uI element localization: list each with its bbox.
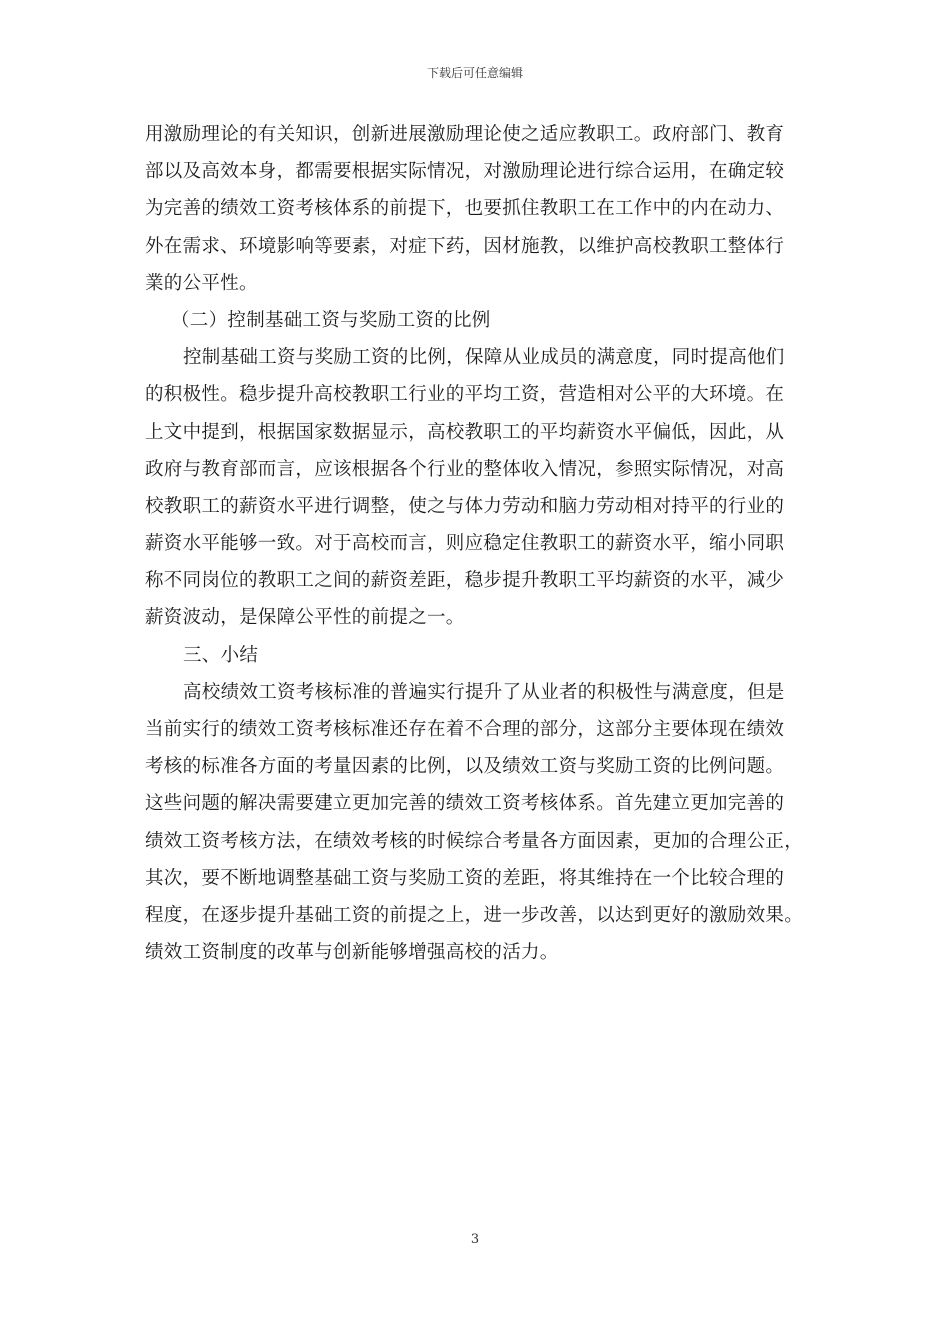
body-line: 程度，在逐步提升基础工资的前提之上，进一步改善，以达到更好的激励效果。 [145, 904, 804, 926]
body-line: 绩效工资考核方法，在绩效考核的时候综合考量各方面因素，更加的合理公正， [145, 830, 804, 852]
section-heading: 三、小结 [183, 644, 259, 666]
body-line: 的积极性。稳步提升高校教职工行业的平均工资，营造相对公平的大环境。在 [145, 384, 785, 406]
body-line: 考核的标准各方面的考量因素的比例，以及绩效工资与奖励工资的比例问题。 [145, 756, 785, 778]
page-header: 下载后可任意编辑 [426, 66, 523, 80]
body-line: 为完善的绩效工资考核体系的前提下，也要抓住教职工在工作中的内在动力、 [145, 198, 785, 220]
body-line: 控制基础工资与奖励工资的比例，保障从业成员的满意度，同时提高他们 [183, 347, 785, 369]
body-line: 这些问题的解决需要建立更加完善的绩效工资考核体系。首先建立更加完善的 [145, 793, 785, 815]
section-heading: （二）控制基础工资与奖励工资的比例 [171, 309, 491, 331]
body-line: 校教职工的薪资水平进行调整，使之与体力劳动和脑力劳动相对持平的行业的 [145, 495, 785, 517]
body-line: 部以及高效本身，都需要根据实际情况，对激励理论进行综合运用，在确定较 [145, 161, 785, 183]
body-line: 称不同岗位的教职工之间的薪资差距，稳步提升教职工平均薪资的水平，减少 [145, 570, 785, 592]
body-line: 上文中提到，根据国家数据显示，高校教职工的平均薪资水平偏低，因此，从 [145, 421, 785, 443]
body-line: 業的公平性。 [145, 272, 258, 294]
body-line: 薪资波动，是保障公平性的前提之一。 [145, 607, 465, 629]
body-line: 用激励理论的有关知识，创新进展激励理论使之适应教职工。政府部门、教育 [145, 124, 785, 145]
page-number: 3 [470, 1232, 480, 1247]
body-line: 高校绩效工资考核标准的普遍实行提升了从业者的积极性与满意度，但是 [183, 681, 785, 703]
body-text [145, 116, 825, 971]
body-line: 政府与教育部而言，应该根据各个行业的整体收入情况，参照实际情况，对高 [145, 458, 785, 480]
body-line: 当前实行的绩效工资考核标准还存在着不合理的部分，这部分主要体现在绩效 [145, 719, 785, 740]
body-line: 外在需求、环境影响等要素，对症下药，因材施教，以维护高校教职工整体行 [145, 235, 785, 257]
body-line: 其次，要不断地调整基础工资与奖励工资的差距，将其维持在一个比较合理的 [145, 867, 785, 889]
body-line: 绩效工资制度的改革与创新能够增强高校的活力。 [145, 942, 559, 964]
body-line: 薪资水平能够一致。对于高校而言，则应稳定住教职工的薪资水平，缩小同职 [145, 533, 785, 555]
